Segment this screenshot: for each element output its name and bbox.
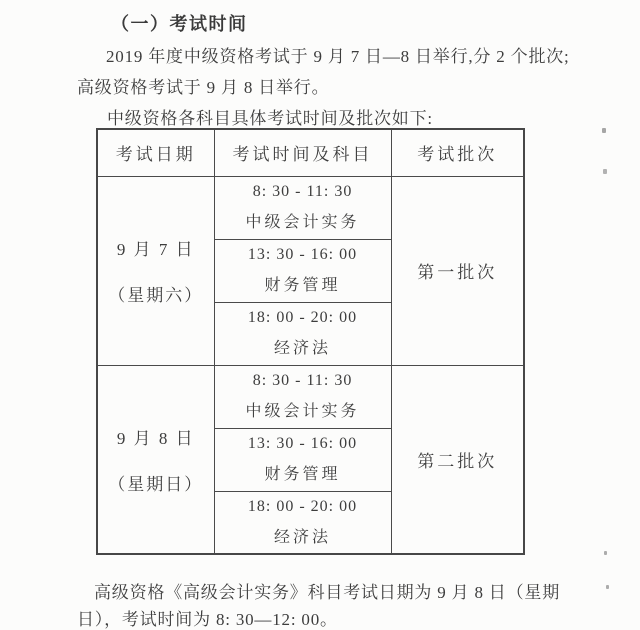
weekday-text: （星期六） xyxy=(108,286,204,305)
intro-paragraph-line-1: 2019 年度中级资格考试于 9 月 7 日—8 日举行,分 2 个批次; xyxy=(106,47,570,66)
session-cell xyxy=(214,176,391,239)
date-cell-sep-7 xyxy=(97,176,214,365)
session-subject: 经济法 xyxy=(273,528,331,546)
session-subject: 财务管理 xyxy=(264,466,341,483)
session-subject: 财务管理 xyxy=(264,277,341,294)
weekday-text: （星期日） xyxy=(108,474,204,494)
session-subject: 经济法 xyxy=(273,340,331,357)
session-cell xyxy=(214,302,391,365)
scan-speck xyxy=(603,169,607,174)
column-header-exam-date: 考试日期 xyxy=(97,129,214,176)
session-cell xyxy=(214,239,391,302)
scan-speck xyxy=(606,585,609,589)
scan-speck xyxy=(602,128,606,133)
session-cell xyxy=(214,365,391,428)
exam-schedule-table xyxy=(96,128,525,555)
table-row xyxy=(97,365,524,428)
session-time: 13: 30 - 16: 00 xyxy=(247,246,358,263)
session-cell xyxy=(214,491,391,554)
session-time: 18: 00 - 20: 00 xyxy=(247,497,358,515)
footer-paragraph-line-2: 日），考试时间为 8: 30—12: 00。 xyxy=(77,610,338,629)
session-time: 13: 30 - 16: 00 xyxy=(247,435,358,452)
section-heading: （一）考试时间 xyxy=(111,14,248,34)
batch-cell-second: 第二批次 xyxy=(391,365,524,554)
batch-cell-first: 第一批次 xyxy=(391,176,524,365)
intro-paragraph-line-3: 中级资格各科目具体考试时间及批次如下: xyxy=(107,109,433,128)
column-header-batch: 考试批次 xyxy=(391,129,524,176)
date-text: 9 月 7 日 xyxy=(116,240,195,259)
intro-paragraph-line-2: 高级资格考试于 9 月 8 日举行。 xyxy=(77,78,330,97)
scan-speck xyxy=(604,551,607,555)
session-time: 8: 30 - 11: 30 xyxy=(252,372,353,389)
date-cell-sep-8 xyxy=(97,365,214,554)
session-subject: 中级会计实务 xyxy=(245,403,360,420)
table-header-row xyxy=(97,129,524,176)
session-cell xyxy=(214,428,391,491)
column-header-time-subject: 考试时间及科目 xyxy=(214,129,391,176)
session-time: 8: 30 - 11: 30 xyxy=(252,183,353,200)
table-row xyxy=(97,176,524,239)
date-text: 9 月 8 日 xyxy=(116,428,195,448)
session-time: 18: 00 - 20: 00 xyxy=(247,309,358,326)
footer-paragraph-line-1: 高级资格《高级会计实务》科目考试日期为 9 月 8 日（星期 xyxy=(94,583,560,602)
session-subject: 中级会计实务 xyxy=(245,214,360,231)
